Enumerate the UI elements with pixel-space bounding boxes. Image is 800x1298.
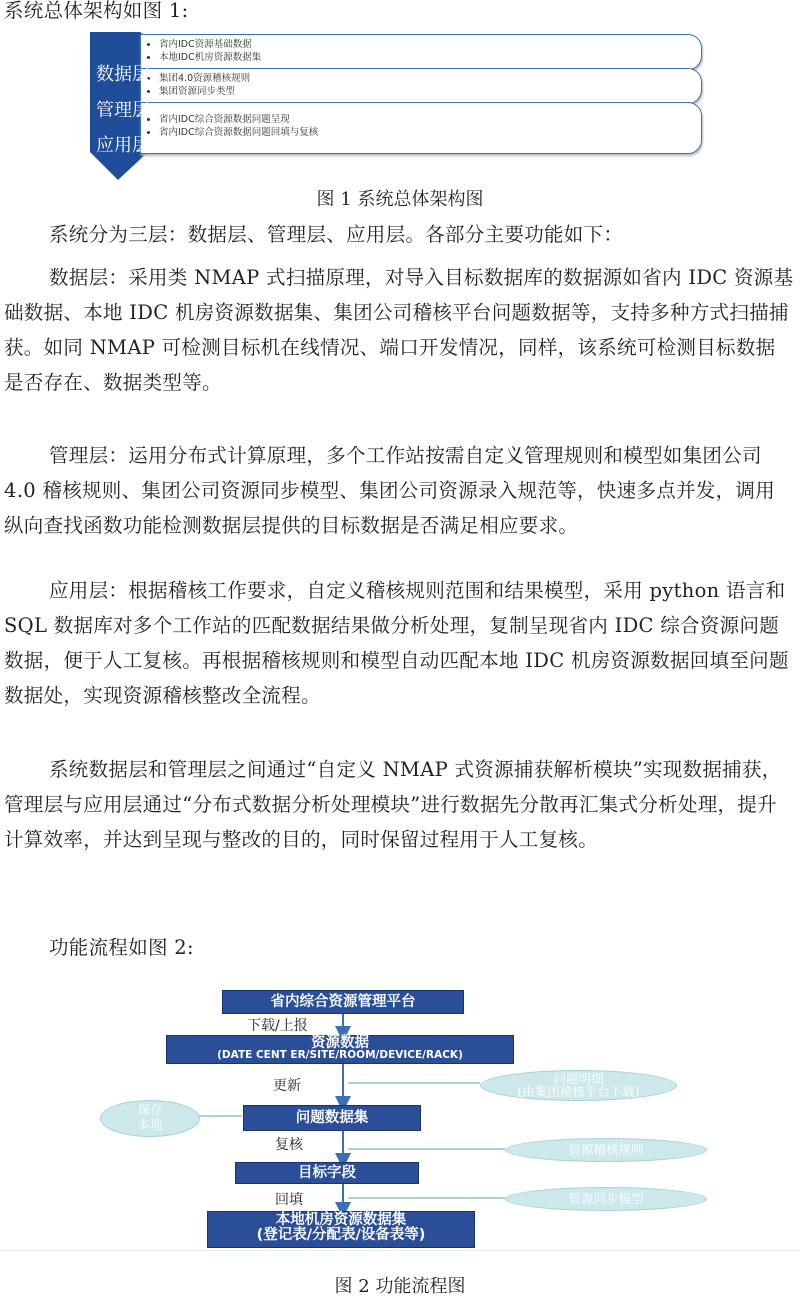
management-layer-label: 管理层 (96, 100, 150, 121)
backfill-label: 回填 (275, 1192, 303, 1208)
management-layer-item: • 集团资源同步类型 (159, 85, 701, 98)
local-dataset-title: 本地机房资源数据集 (275, 1212, 407, 1228)
intro-fig2: 功能流程如图 2: (49, 936, 194, 959)
resource-data-subtitle: (DATE CENT ER/SITE/ROOM/DEVICE/RACK) (217, 1049, 463, 1061)
problem-detail-title: 问题明细 (553, 1071, 604, 1086)
paragraph-management-layer: 管理层：运用分布式计算原理，多个工作站按需自定义管理规则和模型如集团公司 4.0 稽核规则、集团公司资源同步模型、集团公司资源录入规范等，快速多点并发，调用纵向查找函数功能检测数据层提供的目标数据是否满足相应要求。 (4, 444, 776, 537)
save-local-line1: 保存 (137, 1102, 163, 1117)
paragraph-overview: 系统分为三层：数据层、管理层、应用层。各部分主要功能如下： (49, 223, 624, 246)
application-layer-item: • 省内IDC综合资源数据问题回填与复核 (159, 126, 701, 139)
figure1-caption: 图 1 系统总体架构图 (316, 189, 484, 210)
management-layer-item: • 集团4.0资源稽核规则 (159, 72, 701, 85)
local-dataset-box (207, 1211, 475, 1248)
update-label: 更新 (273, 1078, 301, 1094)
data-layer-item: • 省内IDC资源基础数据 (159, 38, 701, 51)
save-local-line2: 本地 (137, 1117, 163, 1132)
resource-data-box (166, 1035, 514, 1064)
local-dataset-subtitle: (登记表/分配表/设备表等) (256, 1227, 426, 1243)
paragraph-data-layer: 数据层：采用类 NMAP 式扫描原理，对导入目标数据库的数据源如省内 IDC 资源基础数据、本地 IDC 机房资源数据集、集团公司稽核平台问题数据等，支持多种方式扫描捕获。如同 NMAP 可检测目标机在线情况、端口开发情况，同样，该系统可检测目标数据是否存在、数据类型等。 (4, 266, 794, 394)
figure2-caption: 图 2 功能流程图 (334, 1276, 466, 1297)
intro-fig1: 系统总体架构如图 1: (4, 0, 189, 22)
application-layer-label: 应用层 (96, 135, 150, 156)
data-layer-item: • 本地IDC机房资源数据集 (159, 51, 701, 64)
save-local-oval (100, 1100, 200, 1137)
audit-rules-oval: 资源稽核规则 (505, 1138, 707, 1162)
problem-dataset-box: 问题数据集 (243, 1105, 421, 1131)
divider (0, 1250, 800, 1251)
resource-data-title: 资源数据 (311, 1035, 369, 1051)
problem-detail-subtitle: (由集团稽核平台下载) (517, 1084, 640, 1099)
sync-model-oval: 资源同步模型 (505, 1187, 707, 1211)
review-label: 复核 (275, 1137, 303, 1153)
application-layer-item: • 省内IDC综合资源数据问题呈现 (159, 113, 701, 126)
provincial-platform-box: 省内综合资源管理平台 (222, 990, 464, 1014)
download-upload-label: 下载/上报 (247, 1018, 308, 1034)
problem-detail-oval (480, 1070, 677, 1101)
data-layer-label: 数据层 (96, 64, 150, 85)
paragraph-application-layer: 应用层：根据稽核工作要求，自定义稽核规则范围和结果模型，采用 python 语言和 SQL 数据库对多个工作站的匹配数据结果做分析处理，复制呈现省内 IDC 综合资源问题数据，便于人工复核。再根据稽核规则和模型自动匹配本地 IDC 机房资源数据回填至问题数据处，实现资源稽核整改全流程。 (4, 579, 789, 707)
target-field-box: 目标字段 (235, 1162, 419, 1184)
paragraph-modules: 系统数据层和管理层之间通过“自定义 NMAP 式资源捕获解析模块”实现数据捕获，管理层与应用层通过“分布式数据分析处理模块”进行数据先分散再汇集式分析处理，提升计算效率，并达到呈现与整改的目的，同时保留过程用于人工复核。 (4, 758, 782, 851)
